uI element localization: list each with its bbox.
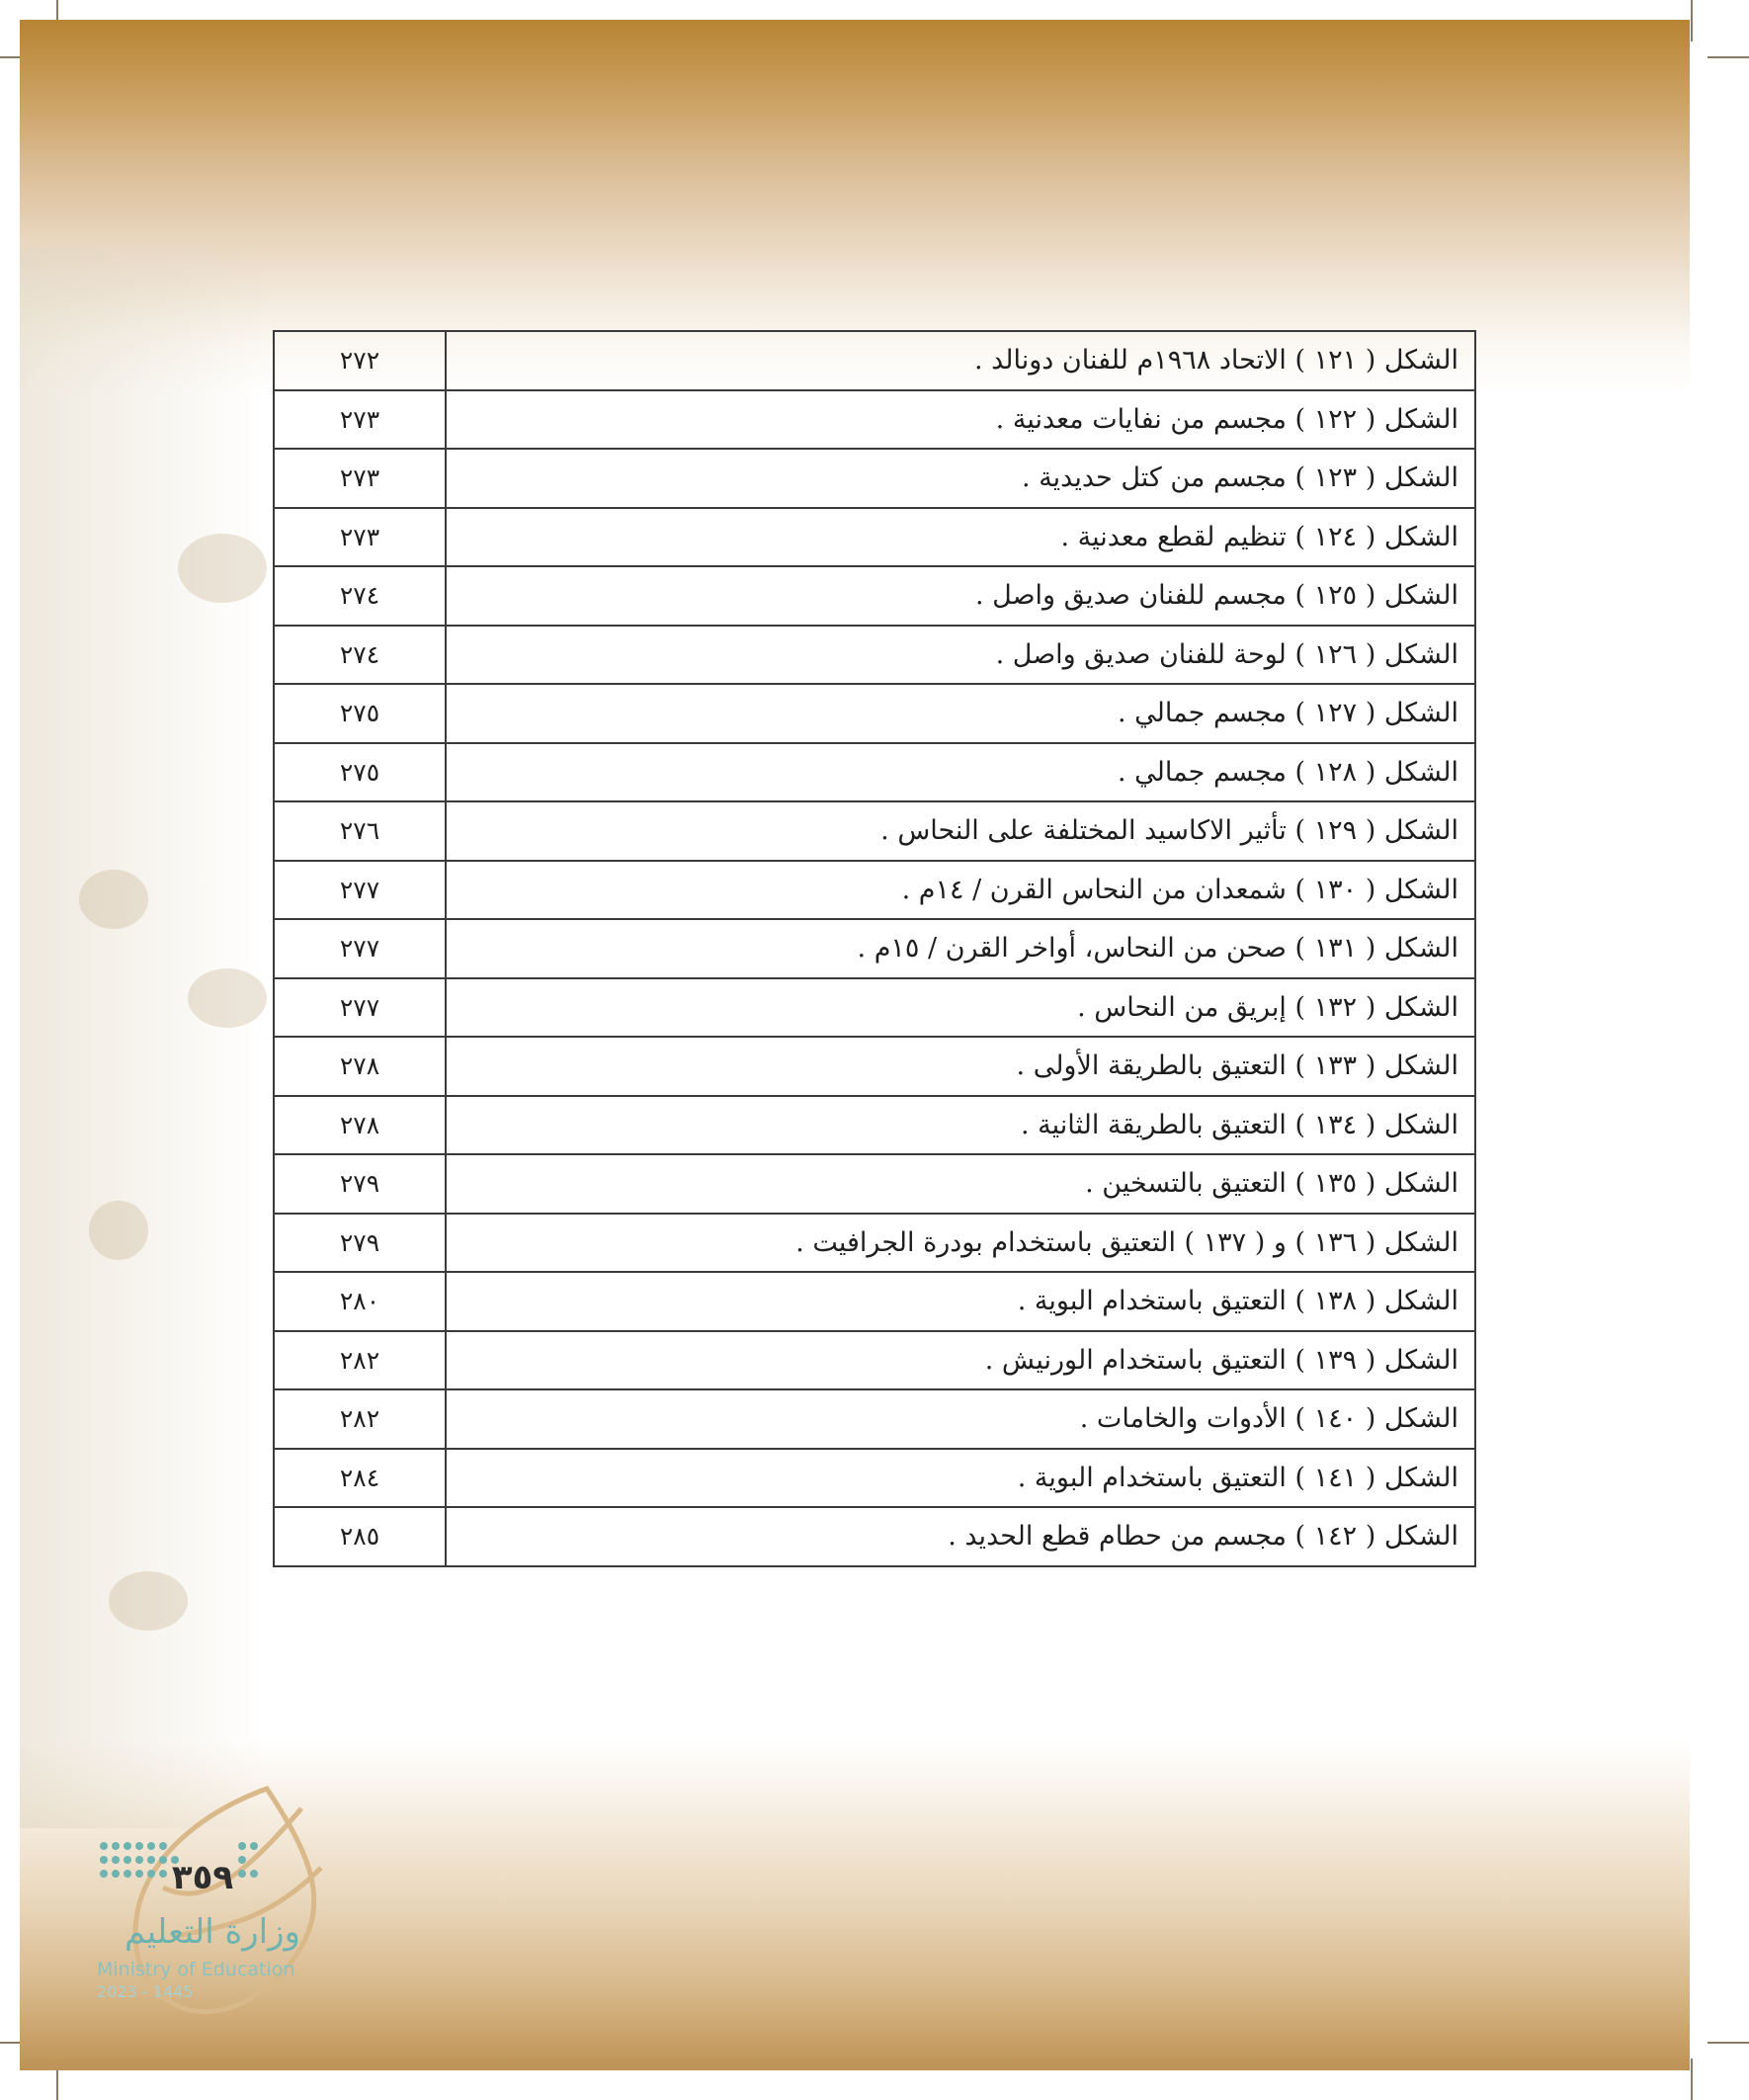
ministry-name-english: Ministry of Education: [97, 1959, 295, 1980]
page-number-cell: ٢٧٨: [274, 1037, 446, 1096]
page-number-cell: ٢٨٤: [274, 1449, 446, 1508]
page-number-cell: ٢٧٣: [274, 508, 446, 567]
table-row: [274, 1507, 1475, 1566]
table-row: [274, 331, 1475, 390]
decorative-blob: [109, 1571, 188, 1631]
table-row: [274, 1449, 1475, 1508]
page-number-cell: ٢٨٥: [274, 1507, 446, 1566]
table-row: [274, 743, 1475, 802]
table-row: [274, 684, 1475, 743]
table-row: [274, 1389, 1475, 1449]
crop-mark: [1691, 0, 1693, 42]
figure-title-cell: الشكل ( ١٣٨ ) التعتيق باستخدام البوية .: [446, 1272, 1475, 1331]
figure-title-cell: الشكل ( ١٣١ ) صحن من النحاس، أواخر القرن / ١٥م .: [446, 919, 1475, 978]
figure-title-cell: الشكل ( ١٣٦ ) و ( ١٣٧ ) التعتيق باستخدام بودرة الجرافيت .: [446, 1214, 1475, 1273]
page-number-cell: ٢٧٣: [274, 390, 446, 450]
page-number-cell: ٢٧٨: [274, 1096, 446, 1155]
crop-mark: [1707, 2042, 1749, 2044]
table-row: [274, 449, 1475, 508]
page-number-cell: ٢٨٢: [274, 1331, 446, 1390]
page-number-cell: ٢٨٠: [274, 1272, 446, 1331]
figure-title-cell: الشكل ( ١٣٠ ) شمعدان من النحاس القرن / ١٤م .: [446, 861, 1475, 920]
page-number-cell: ٢٧٩: [274, 1154, 446, 1214]
table-row: [274, 1331, 1475, 1390]
page-number-cell: ٢٧٧: [274, 978, 446, 1038]
figures-index-table: [273, 330, 1476, 1567]
figure-title-cell: الشكل ( ١٢٤ ) تنظيم لقطع معدنية .: [446, 508, 1475, 567]
table-row: [274, 1272, 1475, 1331]
decorative-blob: [79, 870, 148, 929]
table-row: [274, 1214, 1475, 1273]
figure-title-cell: الشكل ( ١٢٩ ) تأثير الاكاسيد المختلفة على النحاس .: [446, 801, 1475, 861]
table-row: [274, 1037, 1475, 1096]
table-row: [274, 566, 1475, 626]
table-row: [274, 508, 1475, 567]
crop-mark: [1707, 56, 1749, 58]
decorative-blob: [188, 968, 267, 1028]
table-row: [274, 626, 1475, 685]
decorative-blob: [89, 1201, 148, 1260]
table-row: [274, 861, 1475, 920]
figure-title-cell: الشكل ( ١٢٣ ) مجسم من كتل حديدية .: [446, 449, 1475, 508]
page-number-cell: ٢٧٢: [274, 331, 446, 390]
figure-title-cell: الشكل ( ١٣٤ ) التعتيق بالطريقة الثانية .: [446, 1096, 1475, 1155]
figure-title-cell: الشكل ( ١٢٥ ) مجسم للفنان صديق واصل .: [446, 566, 1475, 626]
page-number-cell: ٢٧٣: [274, 449, 446, 508]
crop-mark: [1691, 2058, 1693, 2100]
page-number-cell: ٢٨٢: [274, 1389, 446, 1449]
page-number-cell: ٢٧٧: [274, 861, 446, 920]
table-row: [274, 978, 1475, 1038]
figure-title-cell: الشكل ( ١٣٣ ) التعتيق بالطريقة الأولى .: [446, 1037, 1475, 1096]
figure-title-cell: الشكل ( ١٣٢ ) إبريق من النحاس .: [446, 978, 1475, 1038]
page-number: ٣٥٩: [171, 1858, 234, 1897]
figure-title-cell: الشكل ( ١٢٢ ) مجسم من نفايات معدنية .: [446, 390, 1475, 450]
page-number-cell: ٢٧٥: [274, 743, 446, 802]
page-number-cell: ٢٧٤: [274, 626, 446, 685]
page-number-cell: ٢٧٦: [274, 801, 446, 861]
figure-title-cell: الشكل ( ١٢٧ ) مجسم جمالي .: [446, 684, 1475, 743]
figure-title-cell: الشكل ( ١٣٩ ) التعتيق باستخدام الورنيش .: [446, 1331, 1475, 1390]
page-number-cell: ٢٧٤: [274, 566, 446, 626]
figure-title-cell: الشكل ( ١٢٨ ) مجسم جمالي .: [446, 743, 1475, 802]
figure-title-cell: الشكل ( ١٤٠ ) الأدوات والخامات .: [446, 1389, 1475, 1449]
ministry-year: 2023 - 1445: [97, 1982, 194, 2001]
table-row: [274, 1096, 1475, 1155]
page-number-cell: ٢٧٧: [274, 919, 446, 978]
table-row: [274, 919, 1475, 978]
ministry-name-arabic: وزارة التعليم: [125, 1912, 300, 1952]
decorative-blob: [178, 534, 267, 603]
page-number-cell: ٢٧٩: [274, 1214, 446, 1273]
table-row: [274, 1154, 1475, 1214]
table-row: [274, 390, 1475, 450]
figure-title-cell: الشكل ( ١٤٢ ) مجسم من حطام قطع الحديد .: [446, 1507, 1475, 1566]
page-number-cell: ٢٧٥: [274, 684, 446, 743]
figure-title-cell: الشكل ( ١٤١ ) التعتيق باستخدام البوية .: [446, 1449, 1475, 1508]
table-row: [274, 801, 1475, 861]
figure-title-cell: الشكل ( ١٣٥ ) التعتيق بالتسخين .: [446, 1154, 1475, 1214]
figure-title-cell: الشكل ( ١٢١ ) الاتحاد ١٩٦٨م للفنان دونالد .: [446, 331, 1475, 390]
figure-title-cell: الشكل ( ١٢٦ ) لوحة للفنان صديق واصل .: [446, 626, 1475, 685]
